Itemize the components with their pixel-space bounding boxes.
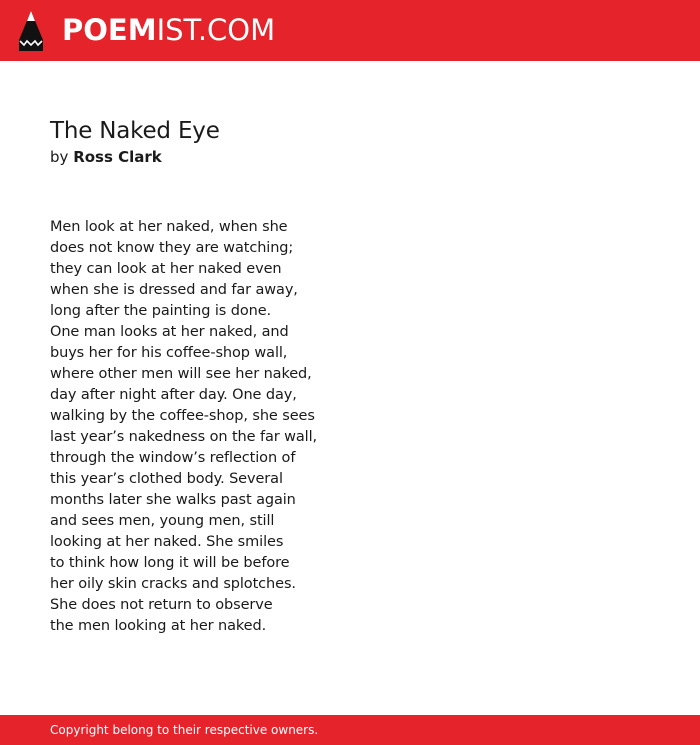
poem-line: Men look at her naked, when she xyxy=(50,219,288,235)
poem-line: the men looking at her naked. xyxy=(50,618,267,634)
poem-content xyxy=(50,117,650,637)
poem-line: to think how long it will be before xyxy=(50,555,290,571)
poem-line: does not know they are watching; xyxy=(50,240,294,256)
poem-line: looking at her naked. She smiles xyxy=(50,534,284,550)
poem-line: One man looks at her naked, and xyxy=(50,324,289,340)
poem-line: where other men will see her naked, xyxy=(50,366,312,382)
poem-body xyxy=(50,217,650,637)
poem-line: her oily skin cracks and splotches. xyxy=(50,576,296,592)
poem-line: last year’s nakedness on the far wall, xyxy=(50,429,318,445)
poem-line: they can look at her naked even xyxy=(50,261,282,277)
poem-byline xyxy=(50,147,650,167)
logo-light-text: IST.COM xyxy=(156,13,276,47)
logo-bold-text: POEM xyxy=(62,13,157,47)
poem-line: through the window’s reflection of xyxy=(50,450,296,466)
poem-line: buys her for his coffee-shop wall, xyxy=(50,345,288,361)
poem-line: walking by the coffee-shop, she sees xyxy=(50,408,315,424)
poem-line: day after night after day. One day, xyxy=(50,387,297,403)
site-logo-link[interactable] xyxy=(18,10,275,52)
poem-line: She does not return to observe xyxy=(50,597,273,613)
poem-line: this year’s clothed body. Several xyxy=(50,471,283,487)
copyright-text: Copyright belong to their respective owners. xyxy=(50,723,319,737)
byline-prefix: by xyxy=(50,148,69,166)
poem-line: when she is dressed and far away, xyxy=(50,282,298,298)
site-footer xyxy=(0,715,700,745)
poem-line: long after the painting is done. xyxy=(50,303,272,319)
poem-line: and sees men, young men, still xyxy=(50,513,275,529)
poem-line: months later she walks past again xyxy=(50,492,296,508)
logo-wordmark xyxy=(62,13,276,47)
author-link[interactable]: Ross Clark xyxy=(73,148,162,166)
poem-title: The Naked Eye xyxy=(50,118,220,144)
pencil-icon xyxy=(18,10,44,52)
site-header xyxy=(0,0,700,61)
